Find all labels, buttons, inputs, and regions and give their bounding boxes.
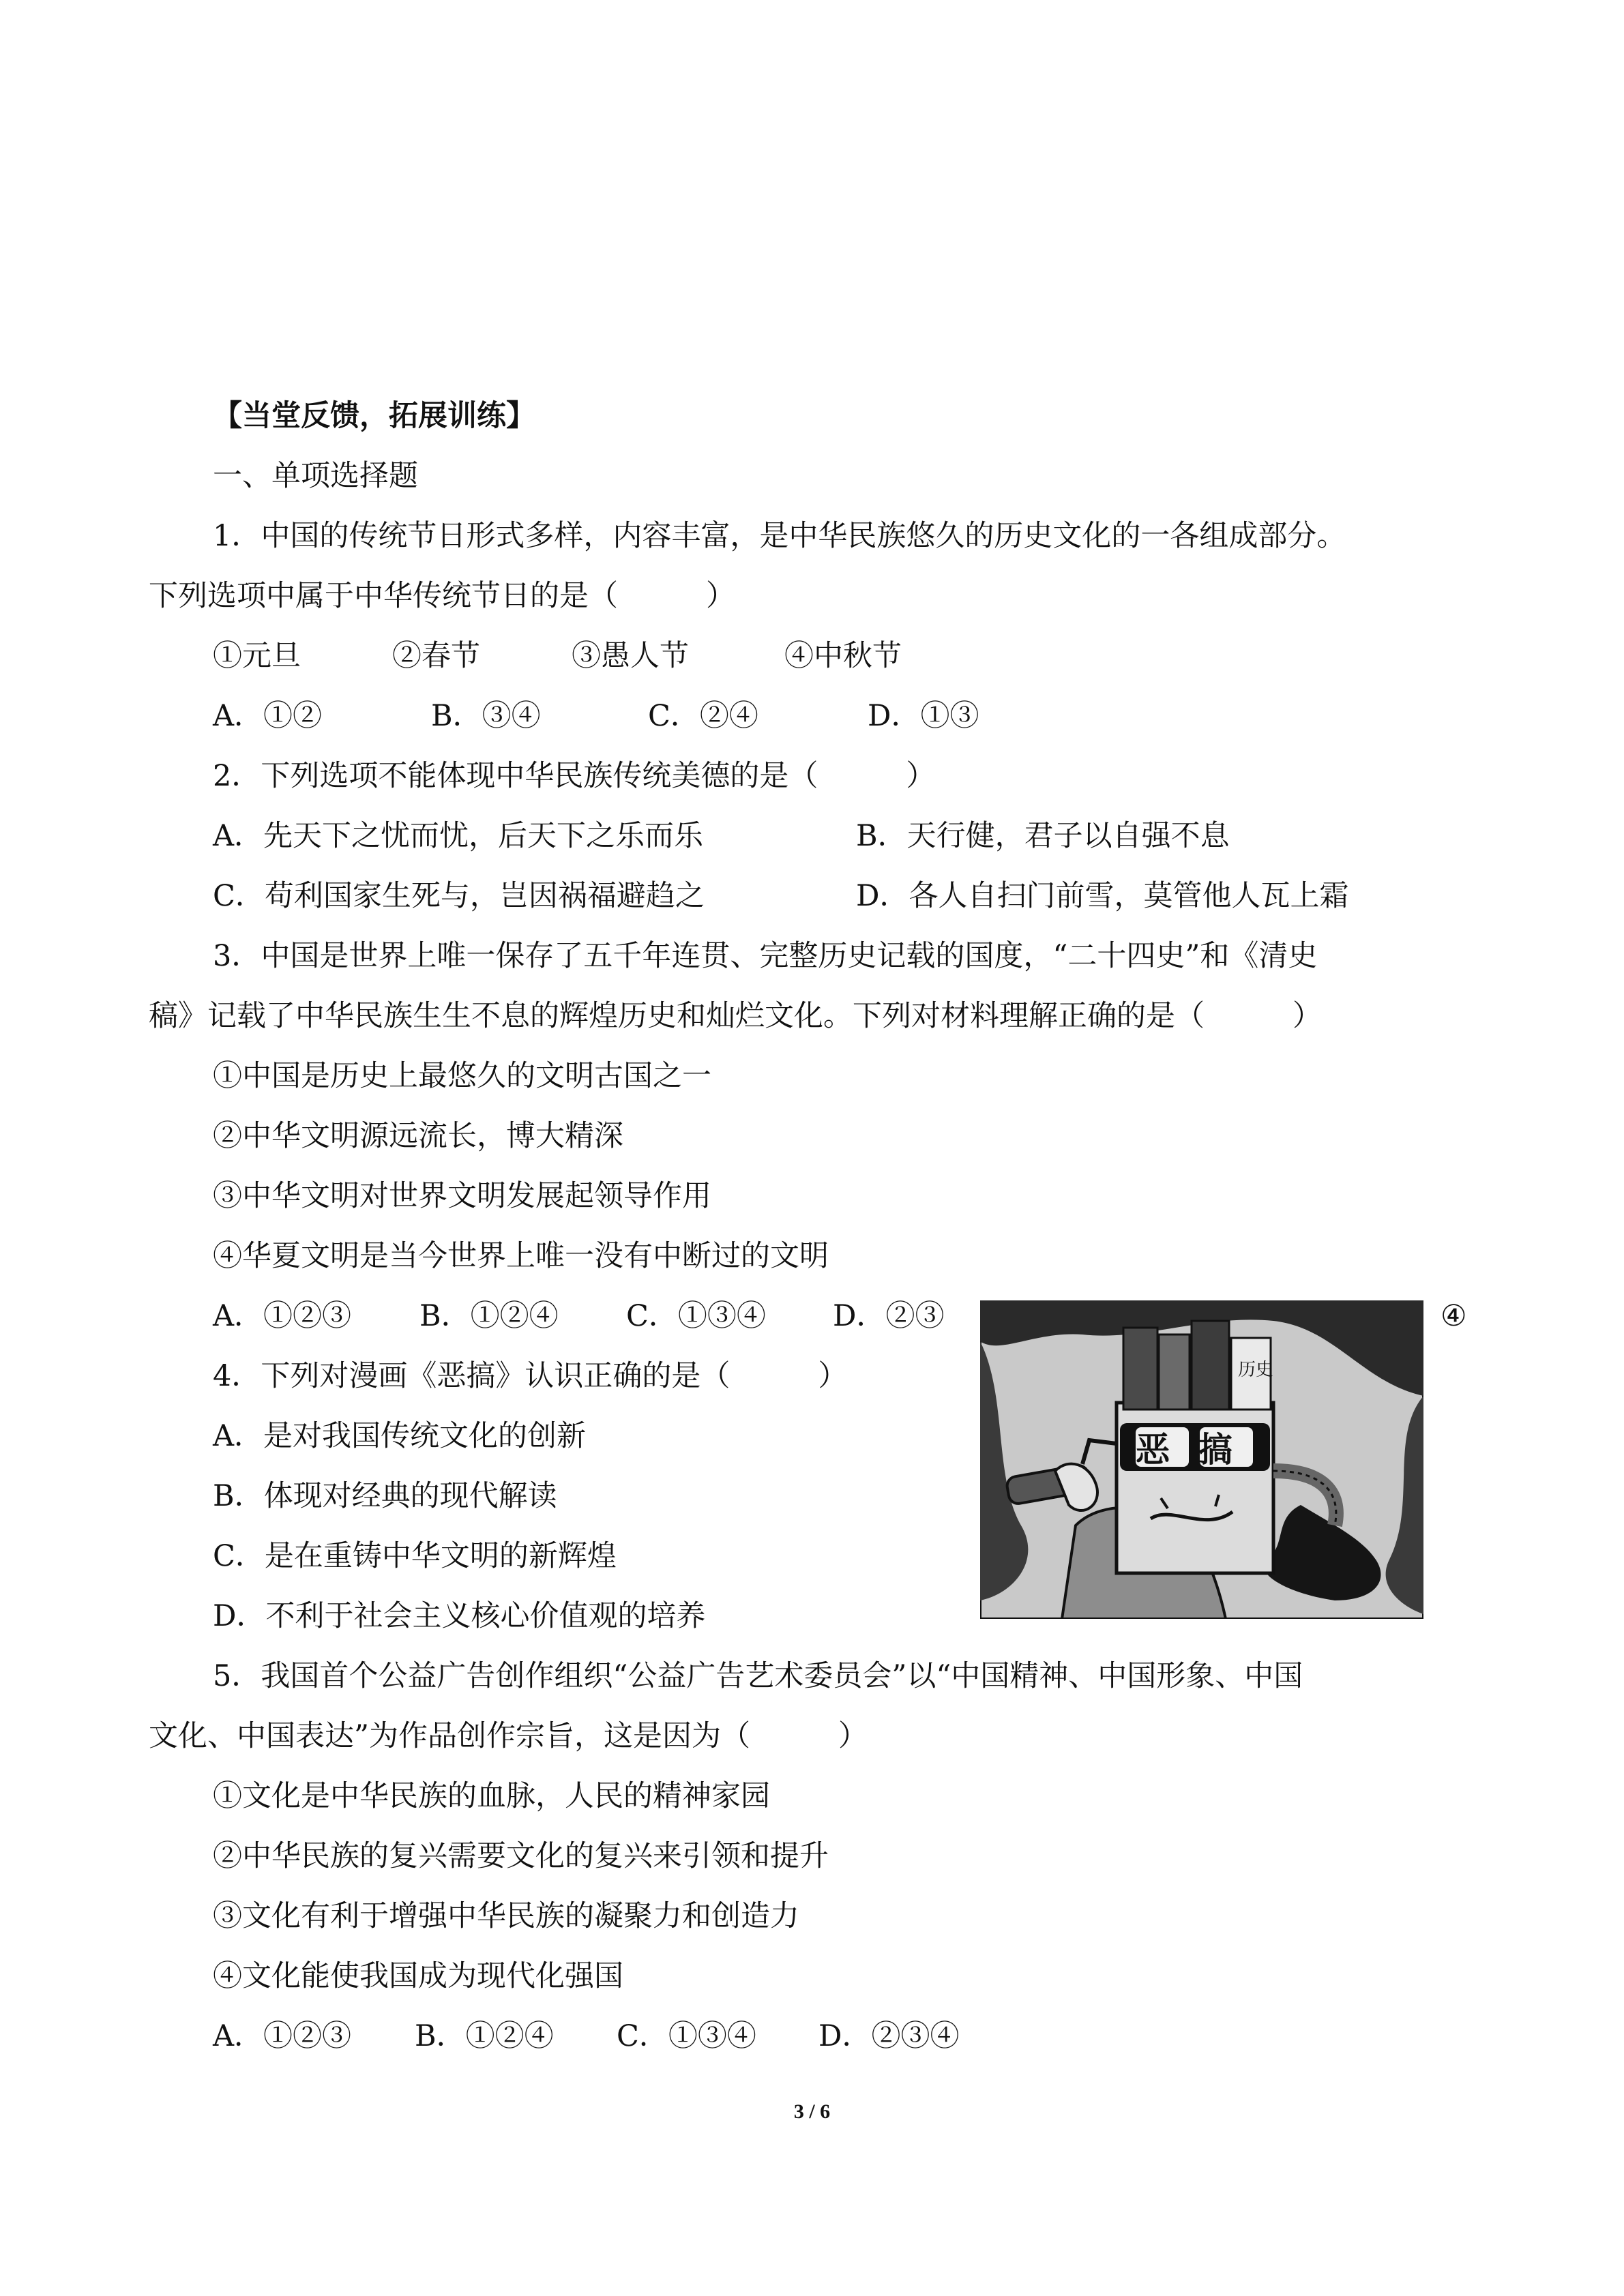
q3-option-c: C．①③④: [626, 1299, 766, 1333]
book-label: 历史: [1238, 1360, 1274, 1380]
q1-item: ③愚人节: [572, 639, 689, 673]
q1-item: ②春节: [392, 639, 480, 673]
q3-option-b: B．①②④: [419, 1299, 559, 1333]
q5-option-c: C．①③④: [617, 2019, 756, 2053]
q3-stem-line1: 3．中国是世界上唯一保存了五千年连贯、完整历史记载的国度，“二十四史”和《清史: [213, 939, 1318, 973]
q3-item: ②中华文明源远流长，博大精深: [213, 1119, 623, 1153]
q1-option-c: C．②④: [648, 699, 758, 733]
q5-option-b: B．①②④: [415, 2019, 554, 2053]
q2-option-c: C．苟利国家生死与，岂因祸福避趋之: [213, 879, 705, 913]
q5-item: ①文化是中华民族的血脉，人民的精神家园: [213, 1779, 770, 1813]
q5-item: ③文化有利于增强中华民族的凝聚力和创造力: [213, 1899, 799, 1933]
q1-stem-line2: 下列选项中属于中华传统节日的是（ ）: [149, 579, 735, 613]
q5-stem-line1: 5．我国首个公益广告创作组织“公益广告艺术委员会”以“中国精神、中国形象、中国: [213, 1659, 1303, 1693]
q3-item: ①中国是历史上最悠久的文明古国之一: [213, 1059, 711, 1093]
page-number: 3 / 6: [793, 2100, 831, 2123]
q5-item: ②中华民族的复兴需要文化的复兴来引领和提升: [213, 1839, 829, 1873]
q5-option-d: D．②③④: [818, 2019, 960, 2053]
q3-option-d-tail: ④: [1441, 1299, 1467, 1333]
q3-stem-line2: 稿》记载了中华民族生生不息的辉煌历史和灿烂文化。下列对材料理解正确的是（ ）: [149, 999, 1322, 1033]
q3-item: ④华夏文明是当今世界上唯一没有中断过的文明: [213, 1239, 829, 1273]
q1-item: ①元旦: [213, 639, 301, 673]
q2-option-d: D．各人自扫门前雪，莫管他人瓦上霜: [856, 879, 1349, 913]
q1-item: ④中秋节: [784, 639, 902, 673]
q2-option-b: B．天行健，君子以自强不息: [856, 819, 1230, 853]
q5-item: ④文化能使我国成为现代化强国: [213, 1959, 623, 1993]
q4-stem: 4．下列对漫画《恶搞》认识正确的是（ ）: [213, 1359, 848, 1393]
q4-option-d: D．不利于社会主义核心价值观的培养: [213, 1599, 706, 1633]
cartoon-label-egao: 恶搞: [1136, 1429, 1261, 1470]
q1-option-b: B．③④: [431, 699, 541, 733]
q3-item: ③中华文明对世界文明发展起领导作用: [213, 1179, 711, 1213]
q4-option-b: B．体现对经典的现代解读: [213, 1479, 557, 1513]
q2-option-a: A．先天下之忧而忧，后天下之乐而乐: [213, 819, 704, 853]
q3-option-d: D．②③: [833, 1299, 945, 1333]
cartoon-egao-illustration: [980, 1300, 1423, 1619]
section-title: 一、单项选择题: [213, 459, 418, 493]
q3-option-a: A．①②③: [213, 1299, 352, 1333]
q5-stem-line2: 文化、中国表达”为作品创作宗旨，这是因为（ ）: [149, 1719, 868, 1753]
q1-option-d: D．①③: [868, 699, 979, 733]
q2-stem: 2．下列选项不能体现中华民族传统美德的是（ ）: [213, 759, 936, 793]
q1-option-a: A．①②: [213, 699, 323, 733]
q4-option-c: C．是在重铸中华文明的新辉煌: [213, 1539, 617, 1573]
q5-option-a: A．①②③: [213, 2019, 352, 2053]
q4-option-a: A．是对我国传统文化的创新: [213, 1419, 587, 1453]
section-heading: 【当堂反馈，拓展训练】: [213, 399, 535, 433]
q1-stem-line1: 1．中国的传统节日形式多样，内容丰富，是中华民族悠久的历史文化的一各组成部分。: [213, 519, 1346, 553]
